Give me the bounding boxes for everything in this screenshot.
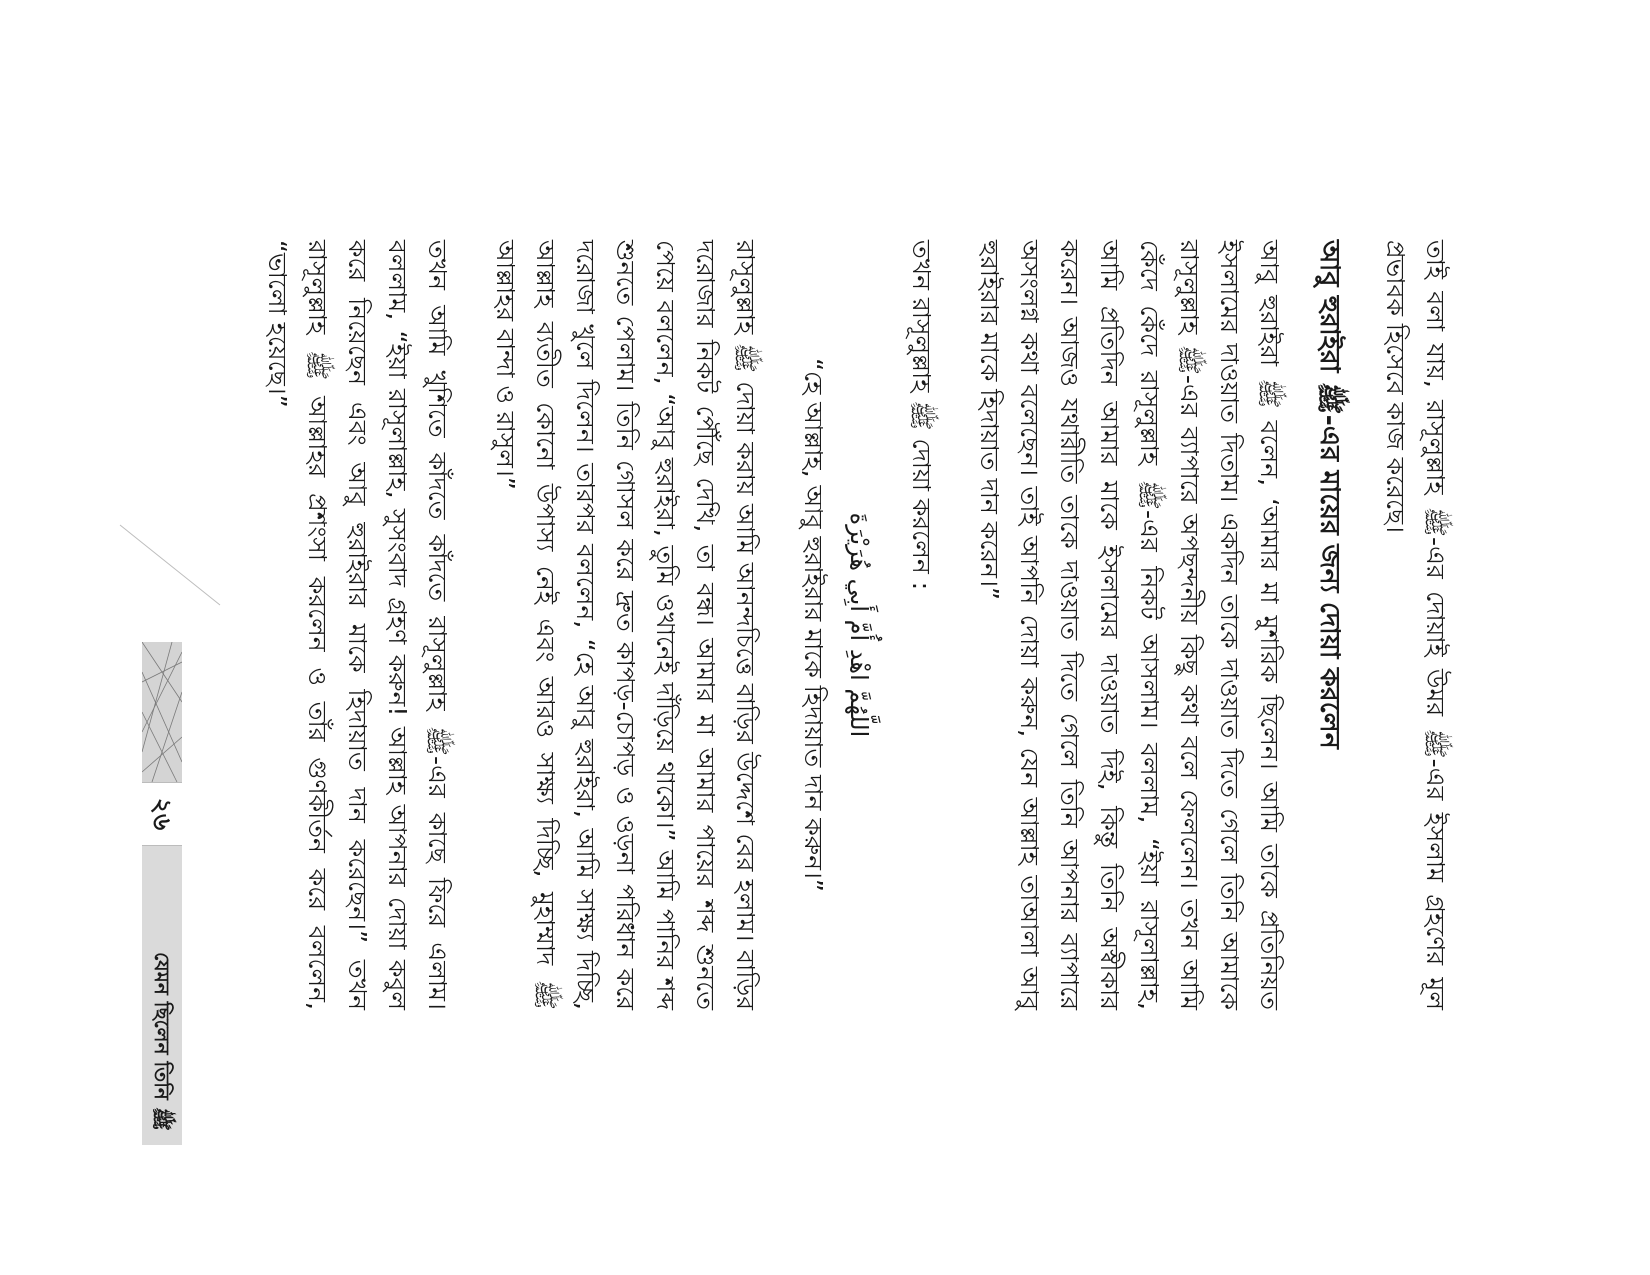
body-text: [257, 240, 1455, 1010]
geometric-decoration-icon: [142, 642, 182, 782]
story-paragraph-1: আবু হুরাইরা ﷺ বলেন, ‘আমার মা মুশরিক ছিলেন। আমি তাকে প্রতিনিয়ত ইসলামের দাওয়াত দিতাম। একদিন তাকে দাওয়াত দিতে গেলে তিনি আমাকে রাসূলুল্লাহ ﷺ-এর ব্যাপারে অপছন্দনীয় কিছু কথা বলে ফেললেন। তখন আমি কেঁদে কেঁদে রাসূলুল্লাহ ﷺ-এর নিকট আসলাম। বললাম, “ইয়া রাসূলাল্লাহ, আমি প্রতিদিন আমার মাকে ইসলামের দাওয়াত দিই, কিন্তু তিনি অস্বীকার করেন। আজও যথারীতি তাকে দাওয়াত দিতে গেলে তিনি আপনার ব্যাপারে অসংলগ্ন কথা বলেছেন। তাই আপনি দোয়া করুন, যেন আল্লাহ তাআলা আবু হুরাইরার মাকে হিদায়াত দান করেন।”: [975, 240, 1284, 1010]
page-number: ২৬: [142, 782, 182, 846]
corner-rule-line: [115, 520, 225, 610]
page-footer: [142, 642, 182, 1145]
intro-paragraph: তাই বলা যায়, রাসূলুল্লাহ ﷺ-এর দোয়াই উমর ﷺ-এর ইসলাম গ্রহণের মূল প্রভাবক হিসেবে কাজ করেছে।: [1381, 240, 1450, 1010]
section-heading: আবু হুরাইরা ﷺ-এর মায়ের জন্য দোয়া করলেন: [1314, 240, 1345, 749]
prayer-intro: তখন রাসূলুল্লাহ ﷺ দোয়া করলেন :: [907, 240, 936, 591]
running-title: যেমন ছিলেন তিনি ﷺ: [150, 952, 174, 1131]
story-paragraph-3: তখন আমি খুশিতে কাঁদতে কাঁদতে রাসূলুল্লাহ ﷺ-এর কাছে ফিরে এলাম। বললাম, “ইয়া রাসূলাল্লাহ, সুসংবাদ গ্রহণ করুন! আল্লাহ আপনার দোয়া কবুল করে নিয়েছেন এবং আবু হুরাইরার মাকে হিদায়াত দান করেছেন।” তখন রাসূলুল্লাহ ﷺ আল্লাহর প্রশংসা করলেন ও তাঁর গুণকীর্তন করে বললেন, “ভালো হয়েছে।”: [263, 240, 452, 1010]
dua-arabic-text: اللَّهُمَّ اهْدِ أُمَّ أَبِي هُرَيْرَةَ: [845, 512, 873, 738]
dua-translation: “হে আল্লাহ, আবু হুরাইরার মাকে হিদায়াত দান করুন।”: [799, 358, 828, 892]
story-paragraph-2: রাসূলুল্লাহ ﷺ দোয়া করায় আমি আনন্দচিত্তে বাড়ির উদ্দেশে বের হলাম। বাড়ির দরোজার নিকট পৌঁছে দেখি, তা বন্ধ। আমার মা আমার পায়ের শব্দ শুনতে পেয়ে বললেন, “আবু হুরাইরা, তুমি ওখানেই দাঁড়িয়ে থাকো।” আমি পানির শব্দ শুনতে পেলাম। তিনি গোসল করে দ্রুত কাপড়-চোপড় ও ওড়না পরিধান করে দরোজা খুলে দিলেন। তারপর বললেন, “হে আবু হুরাইরা, আমি সাক্ষ্য দিচ্ছি, আল্লাহ ব্যতীত কোনো উপাস্য নেই এবং আরও সাক্ষ্য দিচ্ছি, মুহাম্মাদ ﷺ আল্লাহর বান্দা ও রাসুল।”: [491, 240, 760, 1010]
